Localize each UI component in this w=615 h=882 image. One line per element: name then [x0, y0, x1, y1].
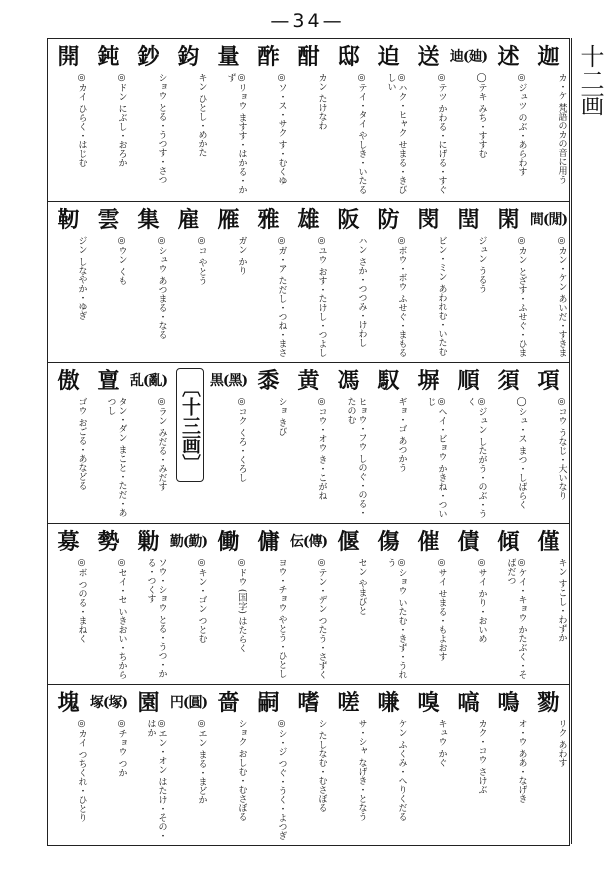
kanji-character: 馭: [377, 368, 400, 394]
side-label: 十二画: [576, 44, 604, 116]
kanji-character: 勤(勤): [169, 534, 208, 550]
kanji-readings: ヨウ・チョウ やとう・ひとし: [276, 558, 287, 678]
kanji-readings: ショ きび: [276, 397, 287, 436]
table-row: [48, 39, 569, 200]
kanji-entry: [89, 39, 129, 200]
kanji-character: 鈍: [97, 44, 120, 70]
kanji-character: 円(圓): [169, 695, 208, 711]
kanji-character: 催: [417, 529, 440, 555]
kanji-entry: [529, 685, 569, 846]
kanji-entry: [169, 202, 209, 363]
kanji-character: 酢: [257, 44, 280, 70]
kanji-character: 鳴: [497, 690, 520, 716]
kanji-character: 傲: [57, 368, 80, 394]
kanji-readings: ギョ・ゴ あつかう: [396, 397, 407, 472]
kanji-entry: [449, 685, 489, 846]
kanji-character: 酣: [297, 44, 320, 70]
kanji-entry: [129, 524, 169, 685]
kanji-readings: ◎エン まる・まどか: [196, 719, 207, 804]
kanji-character: 靭: [57, 207, 80, 233]
kanji-entry: [289, 685, 329, 846]
kanji-entry: [249, 363, 289, 524]
kanji-entry: [409, 363, 449, 524]
kanji-character: 黒(黑): [209, 373, 248, 389]
kanji-entry: [329, 524, 369, 685]
kanji-character: 黄: [297, 368, 320, 394]
section-heading: 〔十三画〕: [176, 368, 204, 482]
kanji-readings: キン ひとし・めかた: [196, 73, 207, 157]
kanji-character: 防: [377, 207, 400, 233]
kanji-entry: [89, 524, 129, 685]
kanji-character: 順: [457, 368, 480, 394]
kanji-character: 迦: [537, 44, 560, 70]
kanji-character: 偃: [337, 529, 360, 555]
kanji-readings: キン すこし・わずか: [556, 558, 567, 642]
kanji-entry: [209, 39, 249, 200]
kanji-character: 勢: [97, 529, 120, 555]
kanji-entry: [249, 685, 289, 846]
kanji-readings: ◎リョウ ますす・はかる・かず: [225, 73, 247, 194]
kanji-entry: [129, 685, 169, 846]
kanji-character: 勠: [537, 690, 560, 716]
kanji-character: 嗇: [217, 690, 240, 716]
kanji-character: 量: [217, 44, 240, 70]
kanji-readings: カン たけなわ: [316, 73, 327, 130]
kanji-entry: [209, 202, 249, 363]
kanji-character: 募: [57, 529, 80, 555]
kanji-entry: [409, 39, 449, 200]
kanji-character: 傷: [377, 529, 400, 555]
kanji-character: 傾: [497, 529, 520, 555]
kanji-character: 園: [137, 690, 160, 716]
kanji-readings: オ・ウ ああ・なげき: [516, 719, 527, 803]
page-number: —34—: [270, 10, 345, 32]
kanji-readings: ◎ハク・ヒャク せまる・きびしい: [385, 73, 407, 194]
kanji-entry: [329, 202, 369, 363]
kanji-character: 嗟: [337, 690, 360, 716]
kanji-table: [47, 38, 570, 846]
kanji-entry: [409, 524, 449, 685]
kanji-character: 間(閒): [529, 212, 568, 228]
kanji-readings: タン・ダン まこと・ただ・あつし: [105, 397, 127, 517]
kanji-readings: ◎ドン にぶし・おろか: [116, 73, 127, 167]
kanji-character: 乱(亂): [129, 373, 168, 389]
kanji-entry: [489, 363, 529, 524]
kanji-character: 塀: [417, 368, 440, 394]
kanji-character: 述: [497, 44, 520, 70]
kanji-readings: ◎エン・オン はたけ・その・はか: [145, 719, 167, 840]
kanji-entry: [49, 363, 89, 524]
kanji-readings: ◎カイ ひらく・はじむ: [76, 73, 87, 167]
kanji-readings: ◎シ・ジ つぐ・うく・よつぎ: [276, 719, 287, 840]
kanji-character: 閔: [417, 207, 440, 233]
kanji-entry: [89, 685, 129, 846]
kanji-entry: [329, 685, 369, 846]
kanji-readings: ◎テツ かわる・にげる・すぐ: [436, 73, 447, 194]
kanji-readings: シ たしなむ・むさぼる: [316, 719, 327, 812]
kanji-entry: [329, 39, 369, 200]
kanji-character: 僅: [537, 529, 560, 555]
kanji-entry: [289, 524, 329, 685]
kanji-character: 迫: [377, 44, 400, 70]
kanji-entry: [169, 685, 209, 846]
table-row: [48, 684, 569, 845]
kanji-character: 迪(廸): [449, 49, 488, 65]
kanji-entry: [129, 363, 169, 524]
kanji-readings: ◎ドウ (国字) はたらく: [236, 558, 247, 653]
kanji-character: 鈞: [177, 44, 200, 70]
kanji-readings: ◎シュウ あつまる・なる: [156, 236, 167, 339]
kanji-character: 馮: [337, 368, 360, 394]
kanji-entry: [209, 363, 249, 524]
kanji-readings: ◯テキ みち・すすむ: [476, 73, 487, 158]
kanji-entry: [169, 524, 209, 685]
kanji-readings: ◎キン・ゴン つとむ: [196, 558, 207, 643]
kanji-entry: [209, 524, 249, 685]
kanji-readings: ◎ウン くも: [116, 236, 127, 285]
kanji-entry: [329, 363, 369, 524]
table-row: [48, 523, 569, 684]
kanji-character: 伝(傳): [289, 534, 328, 550]
kanji-readings: ◎サイ かり・おいめ: [476, 558, 487, 643]
kanji-readings: カ・ケ 梵語のカの音に用う: [556, 73, 567, 184]
kanji-character: 集: [137, 207, 160, 233]
kanji-readings: ショク おしむ・むさぼる: [236, 719, 247, 821]
kanji-entry: [169, 39, 209, 200]
kanji-readings: ビン・ミン あわれむ・いたむ: [436, 236, 447, 356]
table-row: [48, 201, 569, 362]
kanji-entry: [289, 39, 329, 200]
kanji-character: 雁: [217, 207, 240, 233]
kanji-entry: [529, 524, 569, 685]
kanji-entry: [449, 524, 489, 685]
kanji-character: 嗣: [257, 690, 280, 716]
kanji-readings: ジン しなやか・ゆぎ: [76, 236, 87, 320]
kanji-entry: [369, 202, 409, 363]
kanji-readings: ◎セイ・セ いきおい・ちから: [116, 558, 127, 679]
kanji-entry: [289, 363, 329, 524]
kanji-entry: [369, 363, 409, 524]
kanji-character: 雅: [257, 207, 280, 233]
kanji-entry: [489, 202, 529, 363]
kanji-readings: リク あわす: [556, 719, 567, 767]
kanji-character: 嗜: [297, 690, 320, 716]
kanji-entry: [369, 685, 409, 846]
kanji-character: 項: [537, 368, 560, 394]
kanji-readings: ◎ガ・ア ただし・つね・まさ: [276, 236, 287, 357]
kanji-character: 雇: [177, 207, 200, 233]
side-divider: [571, 38, 572, 844]
kanji-character: 須: [497, 368, 520, 394]
kanji-readings: ゴウ おごる・あなどる: [76, 397, 87, 490]
kanji-entry: [409, 202, 449, 363]
kanji-entry: [449, 363, 489, 524]
kanji-entry: [489, 685, 529, 846]
kanji-readings: ケン ふくみ・へりくだる: [396, 719, 407, 821]
kanji-entry: [289, 202, 329, 363]
kanji-readings: ソウ・ショウ とる・うつ・かる・つくす: [145, 558, 167, 678]
kanji-entry: [489, 524, 529, 685]
kanji-readings: ◎ジュン したがう・のぶ・うく: [465, 397, 487, 518]
kanji-readings: ◎カイ つちくれ・ひとり: [76, 719, 87, 822]
kanji-readings: ヒョウ・フウ しのぐ・のる・たのむ: [345, 397, 367, 517]
kanji-readings: ◎チョウ つか: [116, 719, 127, 777]
kanji-readings: サ・シャ なげき・となう: [356, 719, 367, 821]
kanji-readings: ◎ソ・ス・サク す・むくゆ: [276, 73, 287, 185]
kanji-character: 送: [417, 44, 440, 70]
kanji-readings: ◯シュ・ス まつ・しばらく: [516, 397, 527, 509]
kanji-character: 塚(塚): [89, 695, 128, 711]
kanji-character: 働: [217, 529, 240, 555]
kanji-character: 雲: [97, 207, 120, 233]
kanji-entry: [209, 685, 249, 846]
kanji-entry: [529, 39, 569, 200]
kanji-entry: [129, 202, 169, 363]
kanji-character: 塊: [57, 690, 80, 716]
kanji-readings: ◎コウ・オウ き・こがね: [316, 397, 327, 500]
kanji-character: 開: [57, 44, 80, 70]
kanji-readings: セン やまびと: [356, 558, 367, 615]
kanji-readings: ◎ショウ いたむ・きず・うれう: [385, 558, 407, 679]
kanji-entry: [409, 685, 449, 846]
kanji-entry: [449, 39, 489, 200]
kanji-character: 邸: [337, 44, 360, 70]
kanji-character: 阪: [337, 207, 360, 233]
kanji-entry: [249, 202, 289, 363]
kanji-readings: ◎ケイ・キョウ かたぶく・そばだつ: [505, 558, 527, 679]
kanji-readings: ジュン うるう: [476, 236, 487, 293]
kanji-readings: ◎テン・デン つたう・さずく: [316, 558, 327, 679]
kanji-entry: [89, 363, 129, 524]
kanji-readings: ◎コ やとう: [196, 236, 207, 285]
kanji-readings: ◎テイ・タイ やしき・いたる: [356, 73, 367, 194]
kanji-readings: ◎コウ うなじ・大いなり: [556, 397, 567, 500]
kanji-entry: [89, 202, 129, 363]
kanji-entry: [369, 524, 409, 685]
kanji-entry: [49, 524, 89, 685]
kanji-entry: [49, 685, 89, 846]
kanji-readings: キュウ かぐ: [436, 719, 447, 767]
kanji-character: 債: [457, 529, 480, 555]
kanji-entry: [369, 39, 409, 200]
kanji-character: 勦: [137, 529, 160, 555]
kanji-character: 黍: [257, 368, 280, 394]
kanji-entry: [529, 202, 569, 363]
kanji-character: 鈔: [137, 44, 160, 70]
kanji-readings: ショウ とる・うつす・さつ: [156, 73, 167, 184]
kanji-readings: ◎ボウ・ボウ ふせぐ・まもる: [396, 236, 407, 357]
kanji-readings: ガン かり: [236, 236, 247, 275]
kanji-character: 嗅: [417, 690, 440, 716]
kanji-character: 傭: [257, 529, 280, 555]
kanji-character: 嗃: [457, 690, 480, 716]
kanji-readings: ◎ジュツ のぶ・あらわす: [516, 73, 527, 176]
kanji-readings: ◎ヘイ・ビョウ かきね・ついじ: [425, 397, 447, 518]
kanji-readings: ハン さか・つつみ・けわし: [356, 236, 367, 347]
table-row: [48, 362, 569, 523]
kanji-readings: ◎ユウ おす・たけし・つよし: [316, 236, 327, 357]
kanji-character: 亶: [97, 368, 120, 394]
kanji-readings: ◎ラン みだる・みだす: [156, 397, 167, 491]
kanji-readings: カク・コウ さけぶ: [476, 719, 487, 794]
kanji-readings: ◎カン・ケン あいだ・すきま: [556, 236, 567, 357]
kanji-character: 嗛: [377, 690, 400, 716]
kanji-entry: [249, 39, 289, 200]
kanji-entry: [529, 363, 569, 524]
kanji-entry: [449, 202, 489, 363]
kanji-entry: [49, 202, 89, 363]
kanji-entry: [49, 39, 89, 200]
kanji-readings: ◎カン とざす・ふせぐ・ひま: [516, 236, 527, 357]
kanji-entry: [249, 524, 289, 685]
kanji-readings: ◎ボ つのる・まねく: [76, 558, 87, 643]
kanji-character: 雄: [297, 207, 320, 233]
kanji-readings: ◎サイ せまる・もよおす: [436, 558, 447, 661]
kanji-character: 閏: [457, 207, 480, 233]
kanji-character: 閑: [497, 207, 520, 233]
kanji-entry: [129, 39, 169, 200]
kanji-readings: ◎コク くろ・くろし: [236, 397, 247, 482]
kanji-entry: [489, 39, 529, 200]
